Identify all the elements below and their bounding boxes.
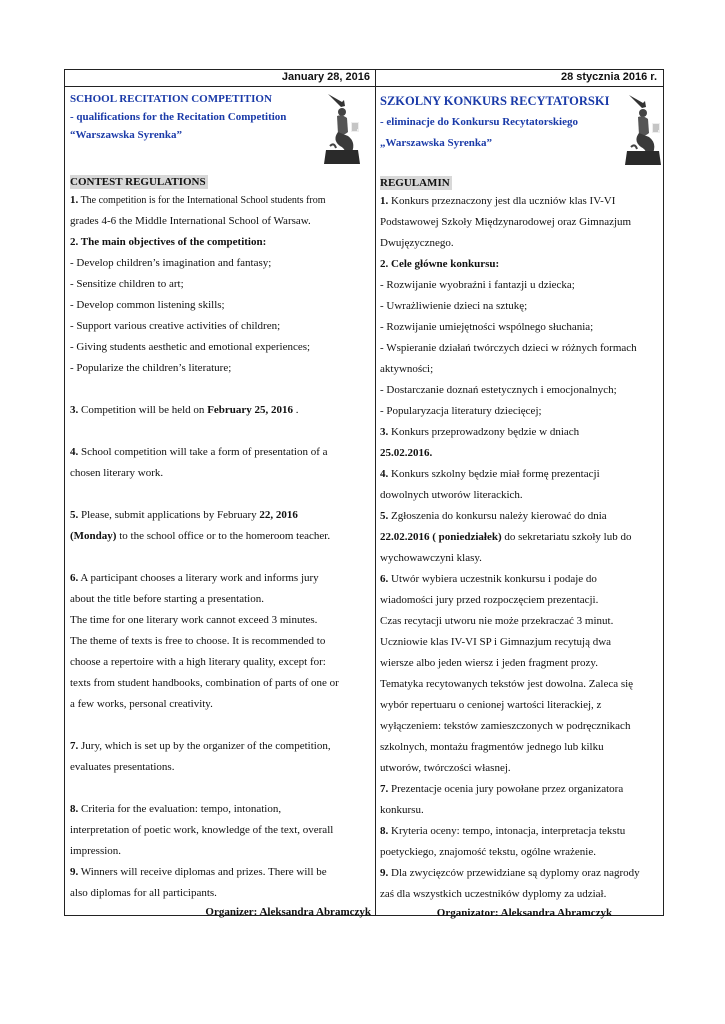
regulations-body-english: 1. The competition is for the International School students from grades 4-6 the Middle International School of Warsaw. 2. The main objectives of the competition: - Develop children’s imagination and fantasy; - Sensitize children to art; - Develop common listening skills; - Support various creative activities of children; - Giving students aesthetic and emotional experiences; - Popularize the children’s literature; 3. Competition will be held on February 25, 2016 . 4. School competition will take a form of presentation of a chosen literary work. 5. Please, submit applications by February 22, 2016 (Monday) to the school office or to the homeroom teacher. 6. A participant chooses a literary work and informs jury about the title before starting a presentation. The time for one literary work cannot exceed 3 minutes. The theme of texts is free to choose. It is recommended to choose a repertoire with a high literary quality, except for: texts from student handbooks, combination of parts of one or a few works, personal creativity. 7. Jury, which is set up by the organizer of the competition, evaluates presentations. 8. Criteria for the evaluation: tempo, intonation, interpretation of poetic work, knowledge of the text, overall impression. 9. Winners will receive diplomas and prizes. There will be also diplomas for all participants. — [70, 190, 371, 904]
english-column — [65, 70, 376, 918]
polish-column — [376, 70, 663, 919]
text-line: 4. Konkurs szkolny będzie miał formę prezentacji — [380, 468, 600, 480]
section-heading: CONTEST REGULATIONS — [70, 176, 206, 188]
text-line: Tematyka recytowanych tekstów jest dowolna. Zaleca się — [380, 678, 634, 690]
regulations-body-polish — [380, 191, 659, 905]
text-line: - Dostarczanie doznań estetycznych i emocjonalnych; — [380, 384, 617, 396]
text-line: dowolnych utworów literackich. — [380, 489, 523, 501]
organizer-signature: Organizator: Aleksandra Abramczyk — [436, 907, 613, 919]
objective-item: - Giving students aesthetic and emotional experiences; — [70, 341, 311, 353]
text-line: 9. Dla zwycięzców przewidziane są dyplomy oraz nagrody — [380, 867, 640, 879]
text-line: utworów, twórczości własnej. — [380, 762, 511, 774]
text-line: aktywności; — [380, 363, 434, 375]
text-line: 6. Utwór wybiera uczestnik konkursu i podaje do — [380, 573, 597, 585]
text-line: - Popularyzacja literatury dziecięcej; — [380, 405, 542, 417]
text-line: wiadomości jury przed rozpoczęciem prezentacji. — [380, 594, 599, 606]
text-line: wybór repertuaru o cenionej wartości literackiej, z — [380, 699, 602, 711]
paragraph-9: 9. Winners will receive diplomas and prizes. There will be — [70, 866, 327, 878]
text-line: Dwujęzycznego. — [380, 237, 454, 249]
text-line: zaś dla wszystkich uczestników dyplomy za udział. — [380, 888, 607, 900]
text-line: - Wspieranie działań twórczych dzieci w różnych formach — [380, 342, 637, 354]
objective-item: - Develop common listening skills; — [70, 299, 225, 311]
title-line: SZKOLNY KONKURS RECYTATORSKI — [380, 94, 610, 108]
paragraph-6: 6. A participant chooses a literary work and informs jury — [70, 572, 319, 584]
title-line: „Warszawska Syrenka” — [380, 137, 492, 149]
text-line: 2. Cele główne konkursu: — [380, 258, 500, 270]
text-line: Podstawowej Szkoły Międzynarodowej oraz Gimnazjum — [380, 216, 632, 228]
text-line: 7. Prezentacje ocenia jury powołane przez organizatora — [380, 783, 624, 795]
paragraph-7: 7. Jury, which is set up by the organizer of the competition, — [70, 740, 331, 752]
date-english: January 28, 2016 — [65, 70, 375, 87]
text-line: wyłączeniem: tekstów zamieszczonych w podręcznikach — [380, 720, 631, 732]
section-heading: REGULAMIN — [380, 177, 450, 189]
paragraph-5: 5. Please, submit applications by February 22, 2016 — [70, 509, 298, 521]
title-line: “Warszawska Syrenka” — [70, 129, 182, 141]
mermaid-statue-logo — [322, 92, 362, 165]
text-line: wiersze albo jeden wiersz i jeden fragment prozy. — [380, 657, 598, 669]
objective-item: - Popularize the children’s literature; — [70, 362, 232, 374]
paragraph-8: 8. Criteria for the evaluation: tempo, intonation, — [70, 803, 282, 815]
title-line: SCHOOL RECITATION COMPETITION — [70, 93, 272, 105]
text-line: 1. Konkurs przeznaczony jest dla uczniów klas IV-VI — [380, 195, 616, 207]
paragraph-4: 4. School competition will take a form of presentation of a — [70, 446, 328, 458]
document-table — [64, 69, 664, 919]
objective-item: - Sensitize children to art; — [70, 278, 184, 290]
text-line: - Uwrażliwienie dzieci na sztukę; — [380, 300, 528, 312]
text-line: 25.02.2016. — [380, 447, 433, 459]
text-line: - Rozwijanie wyobraźni i fantazji u dziecka; — [380, 279, 575, 291]
text-line: poetyckiego, znajomość tekstu, ogólne wrażenie. — [380, 846, 596, 858]
paragraph-2: 2. The main objectives of the competition: — [70, 236, 267, 248]
title-line: - eliminacje do Konkursu Recytatorskiego — [380, 116, 578, 128]
text-line: szkolnych, montażu fragmentów jednego lub kilku — [380, 741, 604, 753]
text-line: 8. Kryteria oceny: tempo, intonacja, interpretacja tekstu — [380, 825, 626, 837]
text-line: wychowawczyni klasy. — [380, 552, 482, 564]
text-line: 3. Konkurs przeprowadzony będzie w dniach — [380, 426, 580, 438]
text-line: - Rozwijanie umiejętności wspólnego słuchania; — [380, 321, 594, 333]
text-line: 5. Zgłoszenia do konkursu należy kierować do dnia — [380, 510, 607, 522]
text-line: konkursu. — [380, 804, 424, 816]
title-line: - qualifications for the Recitation Competition — [70, 111, 287, 123]
header-block-english — [70, 90, 371, 172]
paragraph-1: 1. The competition is for the International School students from — [70, 194, 326, 206]
text-line: Uczniowie klas IV-VI SP i Gimnazjum recytują dwa — [380, 636, 612, 648]
text-line: Czas recytacji utworu nie może przekraczać 3 minut. — [380, 615, 614, 627]
paragraph-3: 3. Competition will be held on February 25, 2016 . — [70, 404, 299, 416]
date-polish: 28 stycznia 2016 r. — [376, 70, 663, 87]
organizer-signature: Organizer: Aleksandra Abramczyk — [205, 906, 371, 918]
objective-item: - Develop children’s imagination and fantasy; — [70, 257, 272, 269]
paragraph-5-cont: (Monday) to the school office or to the homeroom teacher. — [70, 530, 331, 542]
objective-item: - Support various creative activities of children; — [70, 320, 281, 332]
paragraph-4-cont: chosen literary work. — [70, 467, 164, 479]
title-polish — [380, 91, 659, 154]
header-block-polish — [380, 91, 659, 173]
text-line: 22.02.2016 ( poniedziałek) do sekretariatu szkoły lub do — [380, 531, 632, 543]
mermaid-statue-logo — [623, 93, 663, 166]
paragraph-1-cont: grades 4-6 the Middle International School of Warsaw. — [70, 215, 311, 227]
